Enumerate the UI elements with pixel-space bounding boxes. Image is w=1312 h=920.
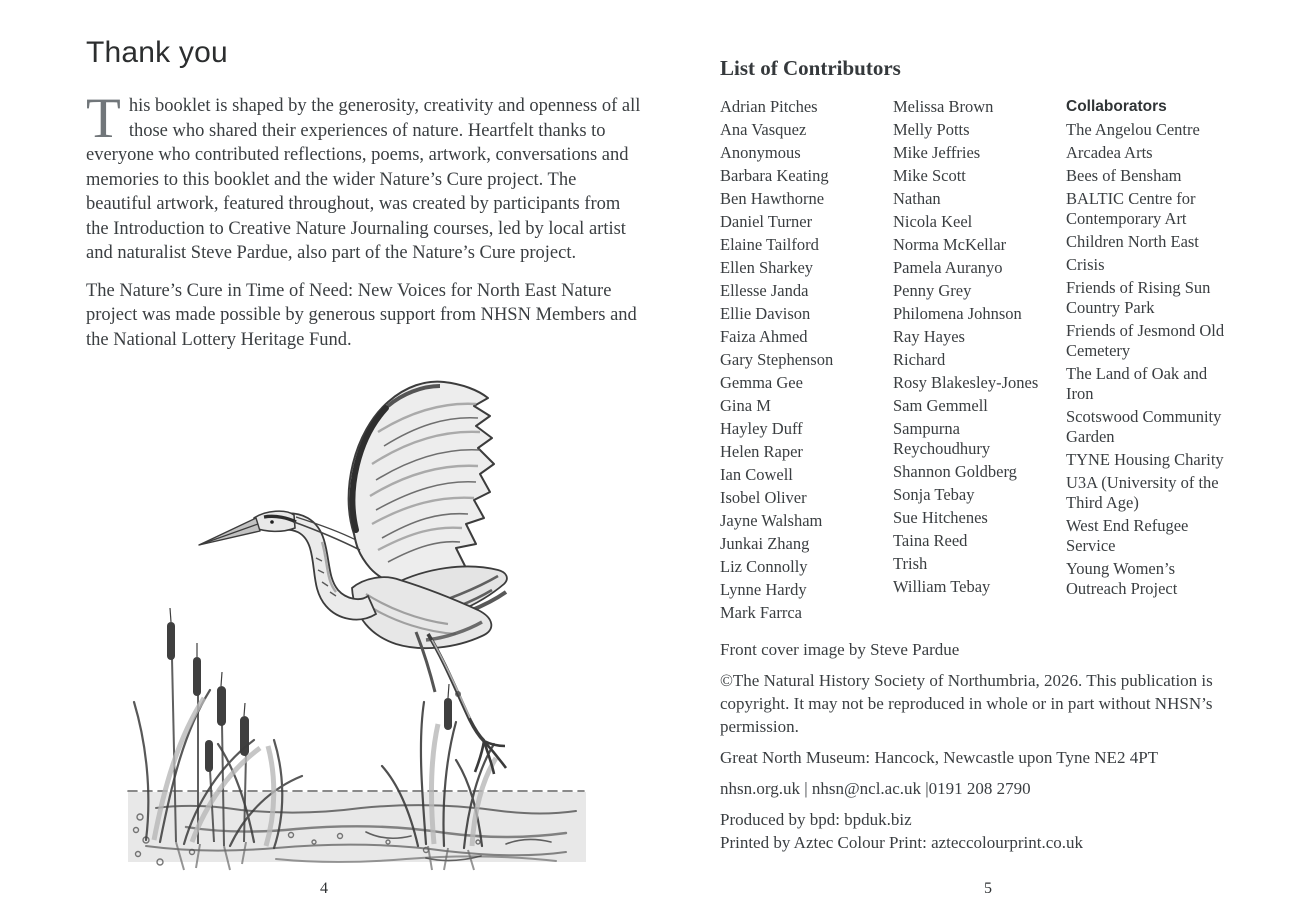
contributor-name: Anonymous (720, 143, 801, 162)
contributor-name: Mike Jeffries (893, 143, 981, 162)
contributor-list-1 (720, 97, 881, 623)
contributor-name: Ellie Davison (720, 304, 811, 323)
contributor-name: Richard (893, 350, 946, 369)
collaborator-name: The Land of Oak and Iron (1066, 364, 1208, 403)
contributor-name: Mark Farrca (720, 603, 803, 622)
printed-credit: Printed by Aztec Colour Print: azteccolourprint.co.uk (720, 833, 1084, 852)
contributor-name: Penny Grey (893, 281, 972, 300)
contributor-name: Taina Reed (893, 531, 968, 550)
collaborators-header: Collaborators (1066, 98, 1167, 115)
contributor-name: Lynne Hardy (720, 580, 807, 599)
contributor-name: Gary Stephenson (720, 350, 834, 369)
contributor-name: Melly Potts (893, 120, 970, 139)
collaborator-name: Friends of Rising Sun Country Park (1066, 278, 1211, 317)
contributor-name: Shannon Goldberg (893, 462, 1017, 481)
contributor-name: Ellesse Janda (720, 281, 809, 300)
collaborator-name: The Angelou Centre (1066, 120, 1200, 139)
contributor-name: Trish (893, 554, 928, 573)
contributor-name: Rosy Blakesley-Jones (893, 373, 1039, 392)
contributor-name: Ellen Sharkey (720, 258, 814, 277)
contributor-name: Junkai Zhang (720, 534, 810, 553)
contributor-name: Ian Cowell (720, 465, 793, 484)
collaborator-name: BALTIC Centre for Contemporary Art (1066, 189, 1196, 228)
right-page (720, 56, 1244, 854)
collaborator-name: West End Refugee Service (1066, 516, 1189, 555)
contributor-name: Hayley Duff (720, 419, 803, 438)
contributor-name: Adrian Pitches (720, 97, 818, 116)
collaborator-name: Friends of Jesmond Old Cemetery (1066, 321, 1225, 360)
contributor-name: Barbara Keating (720, 166, 829, 185)
contributor-list-2 (893, 97, 1054, 597)
contributor-name: Sue Hitchenes (893, 508, 988, 527)
contributor-name: Nicola Keel (893, 212, 973, 231)
contributor-name: Ana Vasquez (720, 120, 807, 139)
contributors-column-2 (893, 97, 1054, 626)
contributor-name: Helen Raper (720, 442, 803, 461)
contributor-name: Liz Connolly (720, 557, 808, 576)
collaborator-name: Arcadea Arts (1066, 143, 1153, 162)
contributors-heading: List of Contributors (720, 56, 901, 80)
collaborator-name: TYNE Housing Charity (1066, 450, 1224, 469)
copyright-notice: ©The Natural History Society of Northumbria, 2026. This publication is copyright. It may not be reproduced in whole or in part without NHSN’s permission. (720, 671, 1213, 736)
drop-cap: T (86, 87, 121, 150)
heron-ink-sketch (126, 372, 634, 872)
contributor-name: Ben Hawthorne (720, 189, 825, 208)
contributor-name: Jayne Walsham (720, 511, 823, 530)
page-number-left: 4 (320, 880, 328, 897)
contributor-name: Sam Gemmell (893, 396, 988, 415)
contributor-name: Faiza Ahmed (720, 327, 808, 346)
heron-illustration (126, 372, 634, 872)
contributor-name: Pamela Auranyo (893, 258, 1003, 277)
contributor-name: Melissa Brown (893, 97, 994, 116)
contributor-name: Ray Hayes (893, 327, 965, 346)
page-title: Thank you (86, 36, 228, 69)
contributor-name: Sonja Tebay (893, 485, 975, 504)
contributor-name: Gemma Gee (720, 373, 803, 392)
colophon (720, 638, 1244, 854)
museum-address: Great North Museum: Hancock, Newcastle upon Tyne NE2 4PT (720, 748, 1159, 767)
heron (199, 382, 507, 774)
intro-paragraph (86, 87, 644, 266)
page-number-right: 5 (984, 880, 992, 897)
contributor-name: Nathan (893, 189, 941, 208)
contact-line: nhsn.org.uk | nhsn@ncl.ac.uk |0191 208 2790 (720, 779, 1031, 798)
contributor-name: William Tebay (893, 577, 991, 596)
funding-paragraph: The Nature’s Cure in Time of Need: New Voices for North East Nature project was made possible by generous support from NHSN Members and the National Lottery Heritage Fund. (86, 280, 637, 350)
left-page (86, 36, 644, 872)
contributor-name: Elaine Tailford (720, 235, 819, 254)
collaborator-name: Scotswood Community Garden (1066, 407, 1222, 446)
collaborator-name: U3A (University of the Third Age) (1066, 473, 1219, 512)
contributor-name: Daniel Turner (720, 212, 813, 231)
cover-credit: Front cover image by Steve Pardue (720, 640, 960, 659)
collaborator-name: Children North East (1066, 232, 1199, 251)
produced-credit: Produced by bpd: bpduk.biz (720, 810, 912, 829)
contributors-column-1 (720, 97, 881, 626)
contributor-name: Gina M (720, 396, 771, 415)
contributor-name: Norma McKellar (893, 235, 1007, 254)
contributor-name: Mike Scott (893, 166, 966, 185)
intro-paragraph-text: his booklet is shaped by the generosity, creativity and openness of all those who shared their experiences of nature. Heartfelt thanks to everyone who contributed reflections, poems, artwork, conversations and memories to this booklet and the wider Nature’s Cure project. The beautiful artwork, featured throughout, was created by participants from the Introduction to Creative Nature Journaling courses, led by local artist and naturalist Steve Pardue, also part of the Nature’s Cure project. (86, 96, 641, 263)
contributor-name: Isobel Oliver (720, 488, 807, 507)
collaborator-name: Young Women’s Outreach Project (1066, 559, 1178, 598)
contributor-name: Philomena Johnson (893, 304, 1022, 323)
collaborator-list (1066, 120, 1227, 599)
contributor-name: Sampurna Reychoudhury (893, 419, 991, 458)
contributor-columns (720, 97, 1244, 626)
collaborator-name: Crisis (1066, 255, 1105, 274)
collaborator-name: Bees of Bensham (1066, 166, 1182, 185)
collaborators-column (1066, 97, 1227, 626)
